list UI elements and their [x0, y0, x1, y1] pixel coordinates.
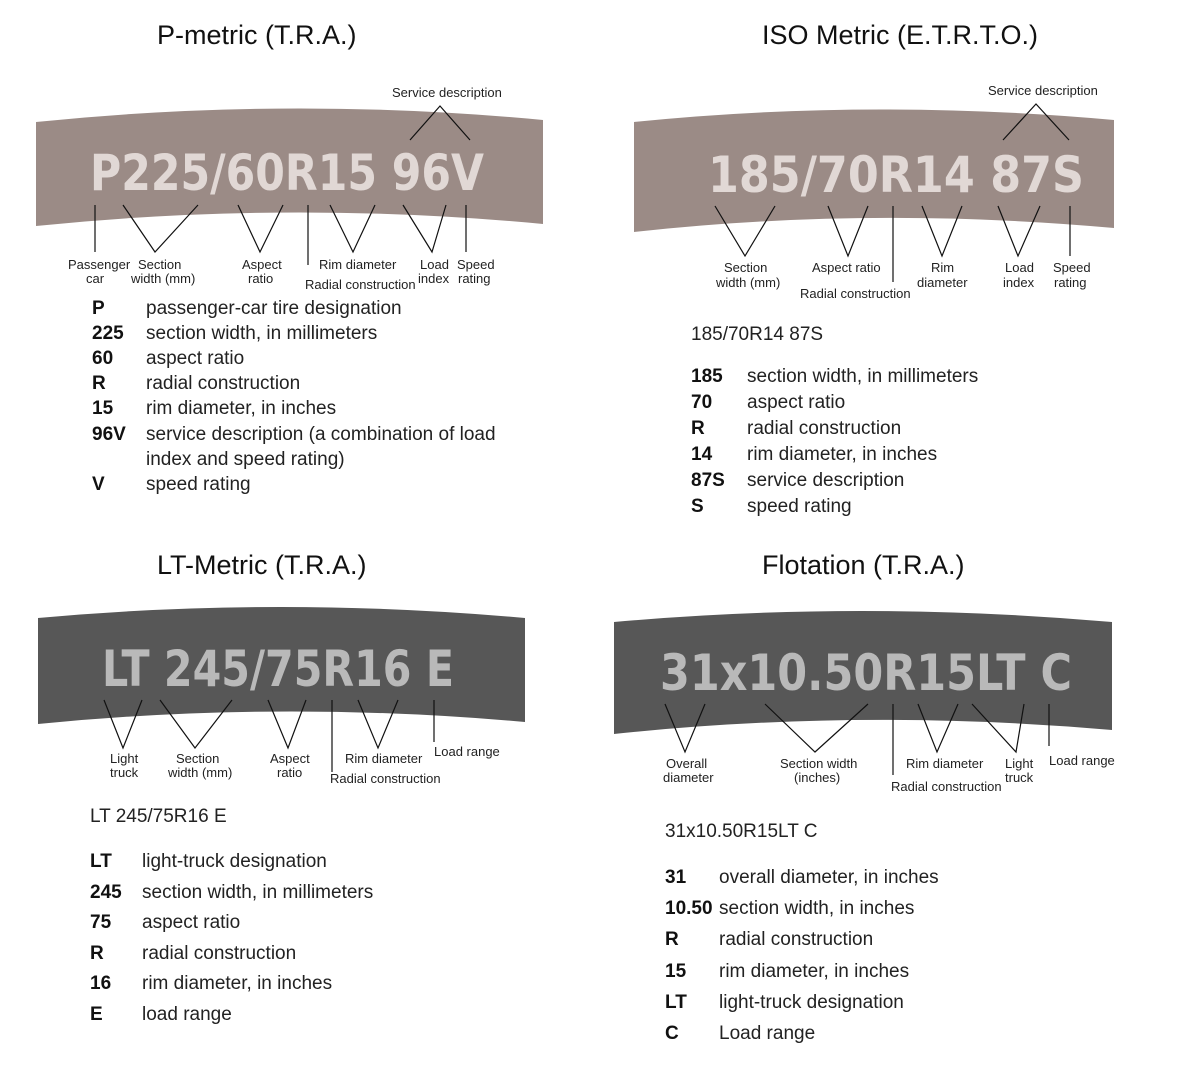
legend-desc: service description (a combination of load [146, 424, 496, 445]
flotation-example-code: 31x10.50R15LT C [665, 821, 818, 842]
lt-label-light-1: Light [110, 751, 139, 766]
p-label-aspect-1: Aspect [242, 257, 282, 272]
legend-desc: section width, in inches [719, 898, 915, 919]
legend-desc: section width, in millimeters [146, 323, 378, 344]
iso-metric-code: 185/70R14 87S [708, 146, 1084, 204]
legend-key: 245 [90, 882, 122, 903]
iso-example-code: 185/70R14 87S [691, 324, 824, 345]
legend-desc: section width, in millimeters [747, 366, 979, 387]
lt-label-section-1: Section [176, 751, 220, 766]
iso-label-section-2: width (mm) [716, 275, 781, 290]
iso-label-aspect: Aspect ratio [812, 260, 881, 275]
legend-key: V [92, 474, 105, 495]
title-flotation: Flotation (T.R.A.) [762, 550, 965, 580]
legend-key: R [691, 418, 705, 439]
legend-key: 31 [665, 867, 687, 888]
p-label-radial: Radial construction [305, 277, 416, 292]
legend-key: R [92, 373, 106, 394]
iso-label-rim-1: Rim [931, 260, 955, 275]
iso-label-section-1: Section [724, 260, 768, 275]
p-label-aspect-2: ratio [248, 271, 274, 286]
p-label-section-1: Section [138, 257, 182, 272]
title-p-metric: P-metric (T.R.A.) [157, 20, 357, 50]
legend-key: 16 [90, 973, 112, 994]
legend-key: R [90, 943, 104, 964]
legend-desc: rim diameter, in inches [146, 398, 337, 419]
legend-desc-continued: index and speed rating) [146, 449, 345, 470]
legend-key: LT [665, 992, 687, 1013]
legend-desc: radial construction [719, 929, 874, 950]
flot-label-light-2: truck [1005, 770, 1034, 785]
legend-key: 60 [92, 348, 114, 369]
lt-label-load: Load range [434, 744, 500, 759]
iso-label-load-1: Load [1005, 260, 1034, 275]
iso-label-service: Service description [988, 83, 1098, 98]
legend-desc: rim diameter, in inches [747, 444, 938, 465]
legend-key: 225 [92, 323, 124, 344]
p-label-load-1: Load [420, 257, 449, 272]
flot-label-overall-1: Overall [666, 756, 708, 771]
legend-desc: aspect ratio [747, 392, 846, 413]
p-label-speed-1: Speed [457, 257, 495, 272]
p-label-section-2: width (mm) [131, 271, 196, 286]
legend-desc: radial construction [142, 943, 297, 964]
lt-label-aspect-1: Aspect [270, 751, 310, 766]
lt-label-section-2: width (mm) [168, 765, 233, 780]
p-metric-diagram [36, 85, 543, 292]
legend-desc: aspect ratio [142, 912, 241, 933]
p-label-speed-2: rating [458, 271, 491, 286]
legend-desc: light-truck designation [142, 851, 327, 872]
legend-key: 15 [665, 961, 687, 982]
legend-key: 70 [691, 392, 713, 413]
lt-metric-code: LT 245/75R16 E [102, 640, 454, 698]
lt-label-rim: Rim diameter [345, 751, 423, 766]
legend-key: R [665, 929, 679, 950]
title-lt-metric: LT-Metric (T.R.A.) [157, 550, 367, 580]
iso-label-radial: Radial construction [800, 286, 911, 301]
legend-desc: light-truck designation [719, 992, 904, 1013]
flot-label-overall-2: diameter [663, 770, 714, 785]
legend-desc: aspect ratio [146, 348, 245, 369]
p-label-passenger-2: car [86, 271, 105, 286]
iso-label-rim-2: diameter [917, 275, 968, 290]
flotation-diagram [614, 611, 1115, 794]
legend-desc: rim diameter, in inches [719, 961, 910, 982]
legend-key: 14 [691, 444, 713, 465]
iso-label-speed-1: Speed [1053, 260, 1091, 275]
legend-desc: radial construction [146, 373, 301, 394]
legend-key: LT [90, 851, 112, 872]
legend-key: S [691, 496, 704, 517]
legend-desc: speed rating [146, 474, 251, 495]
iso-label-load-2: index [1003, 275, 1035, 290]
p-metric-code: P225/60R15 96V [90, 144, 485, 202]
flot-label-section-2: (inches) [794, 770, 841, 785]
flot-label-section-1: Section width [780, 756, 858, 771]
legend-key: 15 [92, 398, 114, 419]
legend-key: 87S [691, 470, 725, 491]
lt-example-code: LT 245/75R16 E [90, 806, 227, 827]
legend-key: P [92, 298, 105, 319]
flot-label-load: Load range [1049, 753, 1115, 768]
legend-desc: speed rating [747, 496, 852, 517]
lt-label-radial: Radial construction [330, 771, 441, 786]
flotation-code: 31x10.50R15LT C [660, 644, 1072, 702]
legend-desc: passenger-car tire designation [146, 298, 402, 319]
p-label-passenger-1: Passenger [68, 257, 131, 272]
legend-desc: load range [142, 1004, 232, 1025]
lt-label-light-2: truck [110, 765, 139, 780]
legend-desc: rim diameter, in inches [142, 973, 333, 994]
legend-desc: section width, in millimeters [142, 882, 374, 903]
legend-key: E [90, 1004, 103, 1025]
lt-label-aspect-2: ratio [277, 765, 303, 780]
iso-label-speed-2: rating [1054, 275, 1087, 290]
legend-key: C [665, 1023, 679, 1044]
legend-key: 75 [90, 912, 112, 933]
p-label-rim: Rim diameter [319, 257, 397, 272]
p-label-service: Service description [392, 85, 502, 100]
legend-desc: service description [747, 470, 905, 491]
legend-desc: overall diameter, in inches [719, 867, 939, 888]
flot-label-radial: Radial construction [891, 779, 1002, 794]
legend-desc: radial construction [747, 418, 902, 439]
legend-desc: Load range [719, 1023, 816, 1044]
legend-key: 10.50 [665, 898, 713, 919]
legend-key: 185 [691, 366, 723, 387]
lt-metric-diagram [38, 607, 525, 786]
flot-label-rim: Rim diameter [906, 756, 984, 771]
flot-label-light-1: Light [1005, 756, 1034, 771]
p-label-load-2: index [418, 271, 450, 286]
title-iso-metric: ISO Metric (E.T.R.T.O.) [762, 20, 1039, 50]
legend-key: 96V [92, 424, 126, 445]
iso-metric-diagram [634, 83, 1114, 301]
